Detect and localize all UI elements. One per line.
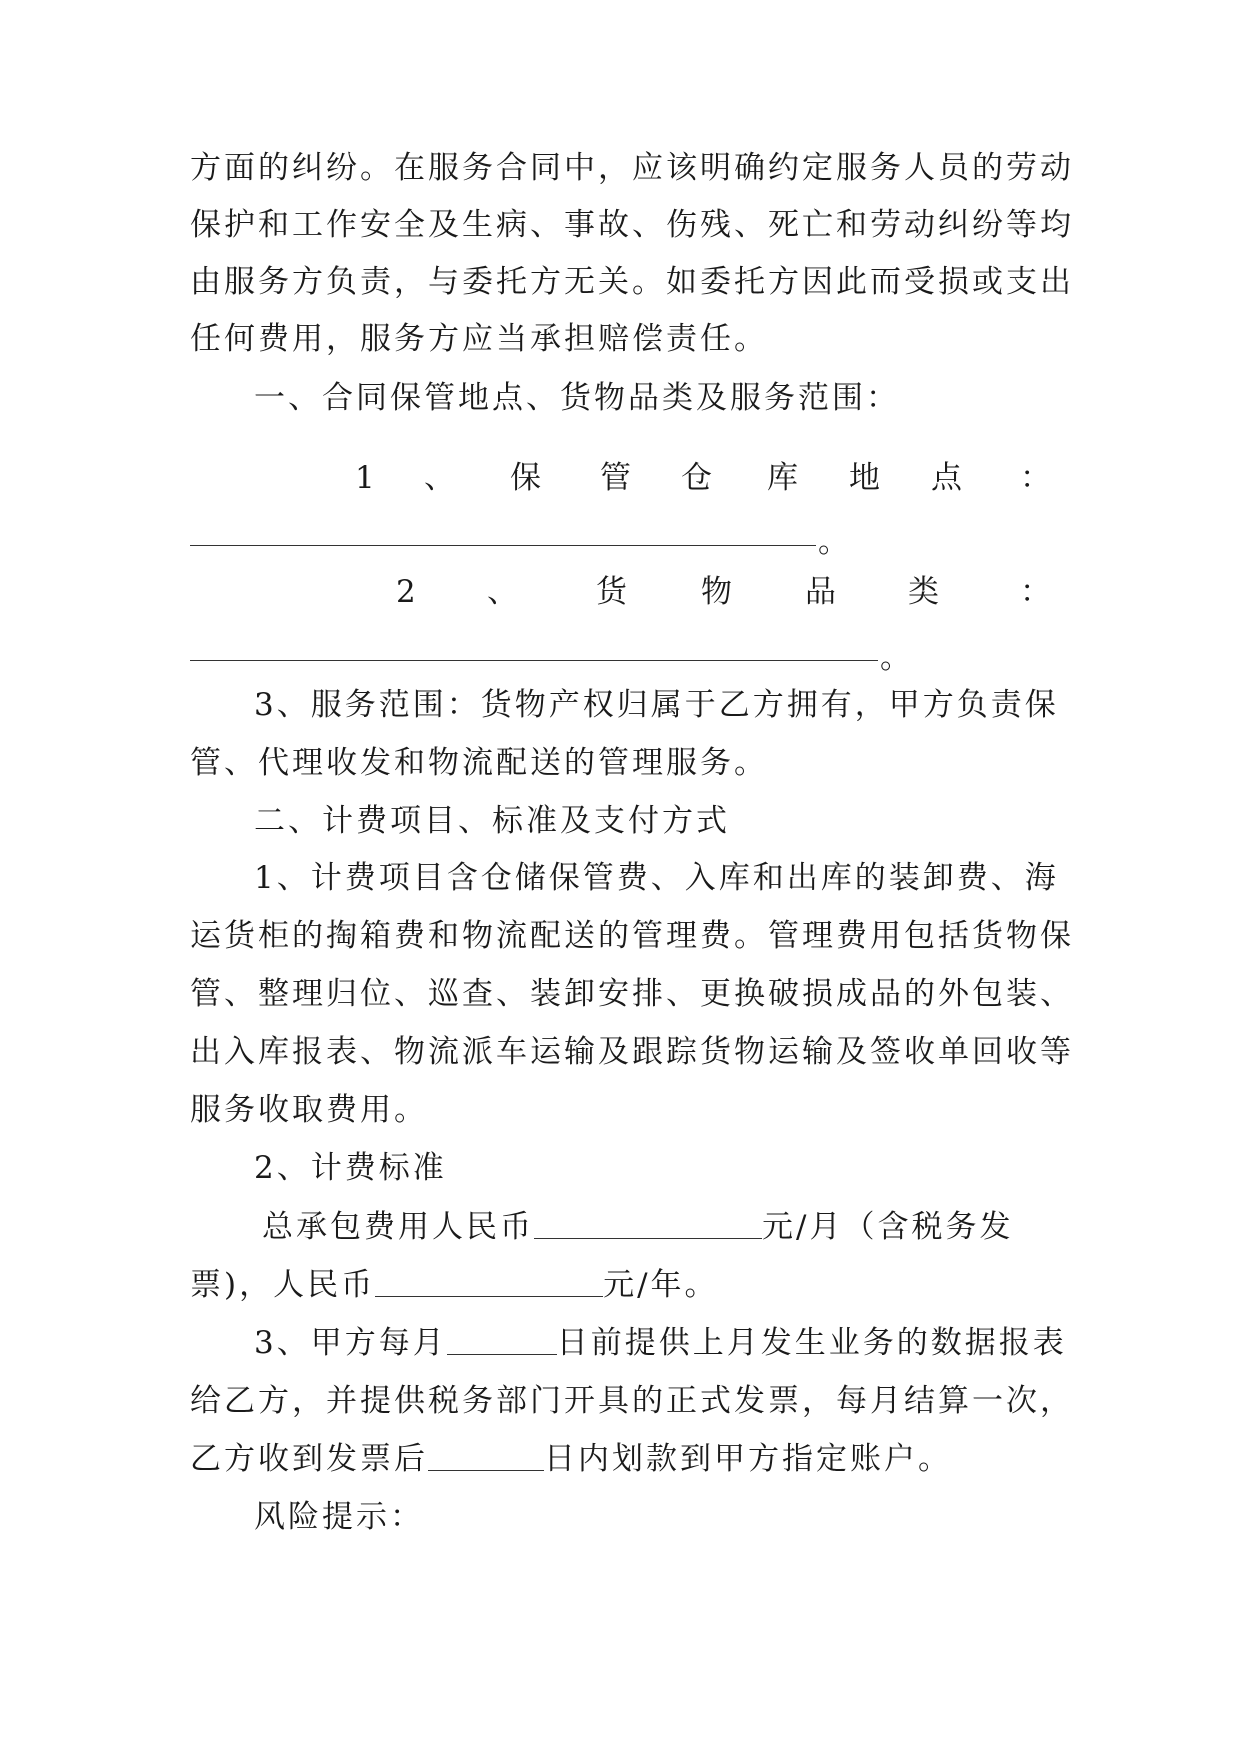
paragraph-line: 运货柜的掏箱费和物流配送的管理费。管理费用包括货物保 bbox=[190, 918, 1074, 954]
paragraph-line: 由服务方负责，与委托方无关。如委托方因此而受损或支出 bbox=[190, 264, 1074, 300]
item2-fill-line bbox=[190, 660, 878, 661]
risk-heading: 风险提示： bbox=[254, 1499, 424, 1535]
item1-char: 点 bbox=[931, 460, 962, 496]
paragraph-line: 1、计费项目含仓储保管费、入库和出库的装卸费、海 bbox=[254, 860, 1059, 896]
paragraph-fragment: 3、甲方每月 bbox=[254, 1325, 447, 1361]
payment-transfer-line bbox=[190, 1439, 952, 1479]
paragraph-line: 服务收取费用。 bbox=[190, 1092, 428, 1128]
paragraph-line: 出入库报表、物流派车运输及跟踪货物运输及签收单回收等 bbox=[190, 1034, 1074, 1070]
paragraph-line: 3、服务范围：货物产权归属于乙方拥有，甲方负责保 bbox=[254, 687, 1059, 723]
paragraph-fragment: 票)，人民币 bbox=[190, 1267, 376, 1303]
amount-blank-annual bbox=[375, 1268, 603, 1297]
item2-char: ： bbox=[1020, 574, 1051, 610]
item2-char: 、 bbox=[487, 574, 518, 610]
item1-end-mark: 。 bbox=[818, 524, 849, 560]
fee-total-line bbox=[262, 1207, 1013, 1247]
paragraph-fragment: 日前提供上月发生业务的数据报表 bbox=[556, 1325, 1067, 1361]
amount-blank-monthly bbox=[534, 1210, 762, 1239]
paragraph-fragment: 元/年。 bbox=[603, 1267, 719, 1303]
item1-char: 保 bbox=[510, 460, 541, 496]
item2-char: 品 bbox=[805, 574, 836, 610]
section-heading-2: 二、计费项目、标准及支付方式 bbox=[254, 803, 730, 839]
item1-fill-line bbox=[190, 545, 816, 546]
item1-char: 地 bbox=[849, 460, 880, 496]
paragraph-line: 给乙方，并提供税务部门开具的正式发票，每月结算一次， bbox=[190, 1383, 1074, 1419]
day-blank-report bbox=[447, 1326, 557, 1355]
item1-char: 库 bbox=[767, 460, 798, 496]
item1-char: 、 bbox=[424, 460, 455, 496]
item1-char: 仓 bbox=[681, 460, 712, 496]
item2-char: 货 bbox=[596, 574, 627, 610]
paragraph-line: 任何费用，服务方应当承担赔偿责任。 bbox=[190, 321, 768, 357]
section-heading-1: 一、合同保管地点、货物品类及服务范围： bbox=[254, 380, 900, 416]
paragraph-line: 方面的纠纷。在服务合同中，应该明确约定服务人员的劳动 bbox=[190, 150, 1074, 186]
paragraph-fragment: 总承包费用人民币 bbox=[262, 1209, 534, 1245]
item2-end-mark: 。 bbox=[880, 640, 911, 676]
paragraph-line: 管、整理归位、巡查、装卸安排、更换破损成品的外包装、 bbox=[190, 976, 1074, 1012]
item1-char: 1 bbox=[355, 460, 375, 496]
paragraph-fragment: 元/月（含税务发 bbox=[762, 1209, 1014, 1245]
subheading: 2、计费标准 bbox=[254, 1150, 447, 1186]
item1-char: ： bbox=[1020, 460, 1051, 496]
fee-annual-line bbox=[190, 1265, 719, 1305]
item2-char: 类 bbox=[908, 574, 939, 610]
item2-char: 物 bbox=[701, 574, 732, 610]
paragraph-line: 保护和工作安全及生病、事故、伤残、死亡和劳动纠纷等均 bbox=[190, 207, 1074, 243]
payment-line bbox=[254, 1323, 1067, 1363]
day-blank-transfer bbox=[428, 1442, 544, 1471]
paragraph-fragment: 乙方收到发票后 bbox=[190, 1441, 428, 1477]
paragraph-line: 管、代理收发和物流配送的管理服务。 bbox=[190, 745, 768, 781]
paragraph-fragment: 日内划款到甲方指定账户。 bbox=[544, 1441, 952, 1477]
item2-char: 2 bbox=[396, 574, 416, 610]
item1-char: 管 bbox=[600, 460, 631, 496]
